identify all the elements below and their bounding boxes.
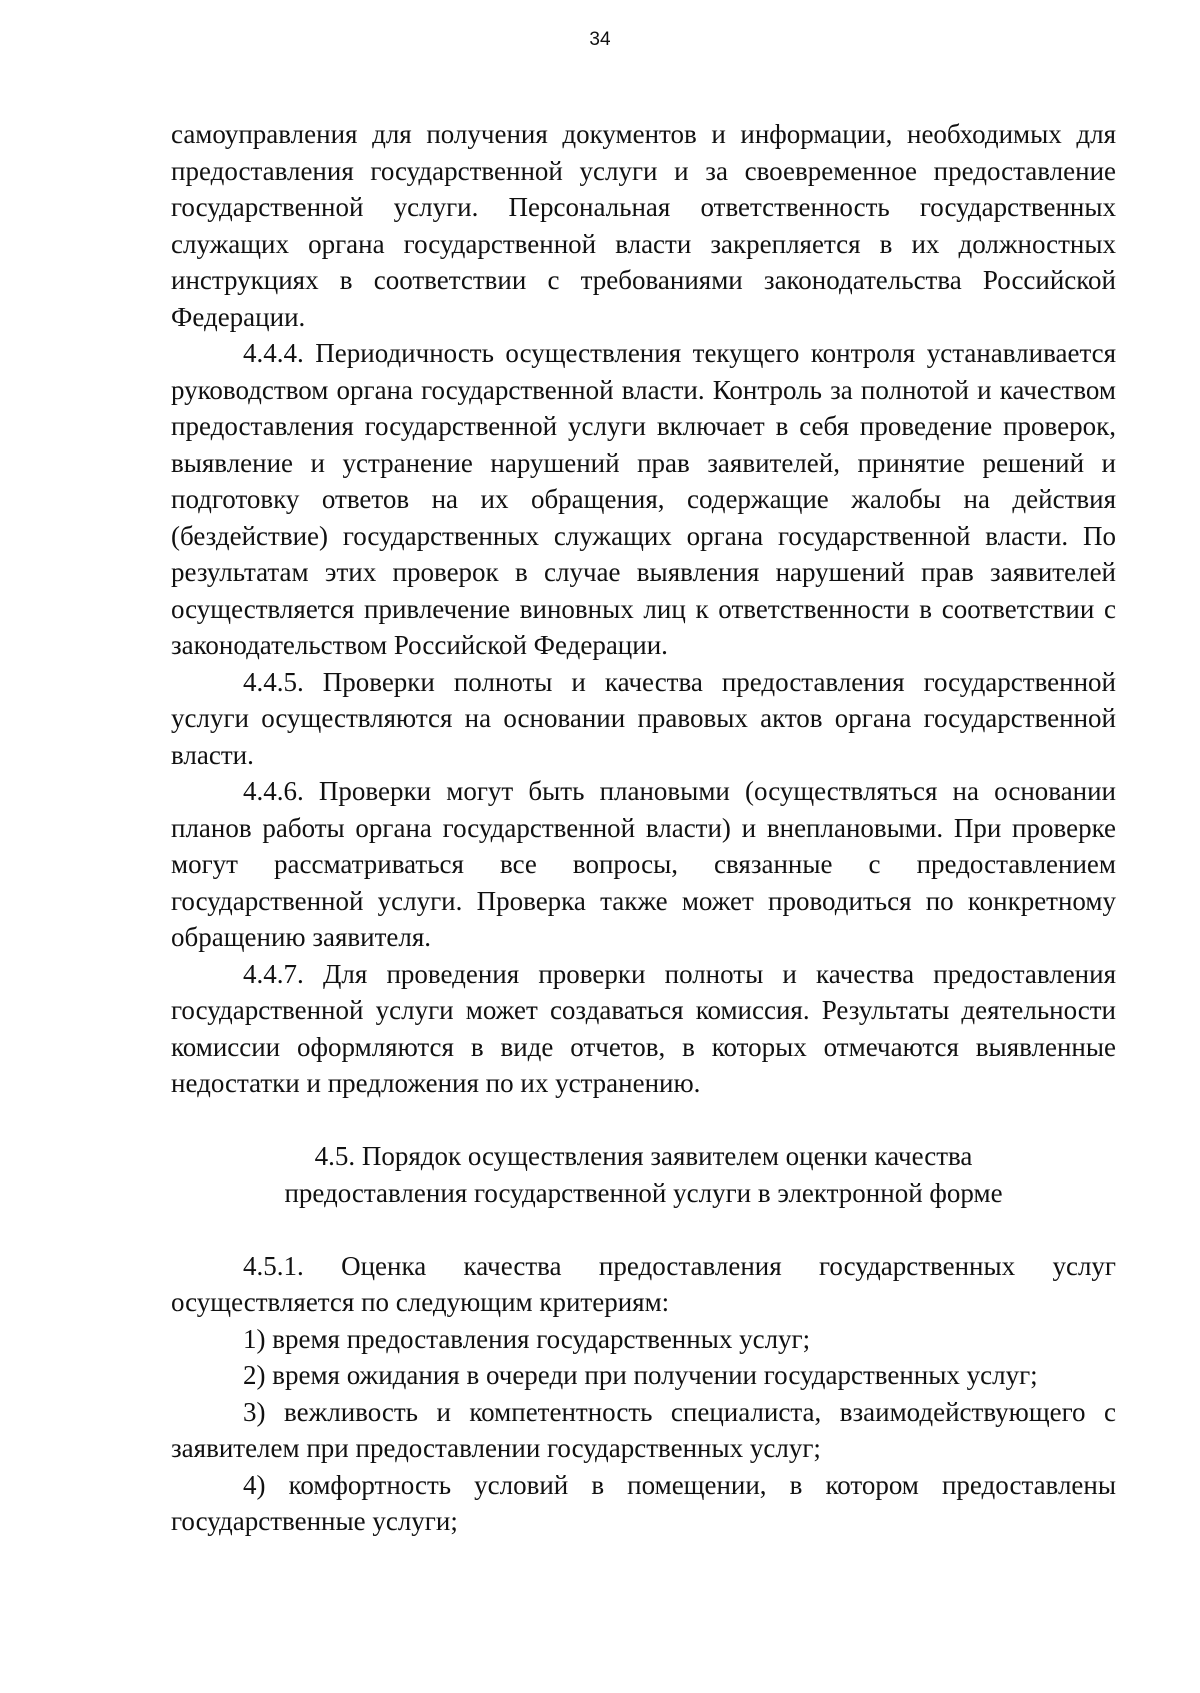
criteria-item-3: 3) вежливость и компетентность специалиста, взаимодействующего с заявителем при предоставлении государственных услуг; <box>171 1396 1116 1463</box>
paragraph-continuation: самоуправления для получения документов и информации, необходимых для предоставления государственной услуги и за своевременное предоставление государственной услуги. Персональная ответственность государственных служащих органа государственной власти закрепляется в их должностных инструкциях в соответствии с требованиями законодательства Российской Федерации. <box>171 119 1116 332</box>
paragraph-4-5-1: 4.5.1. Оценка качества предоставления государственных услуг осуществляется по следующим критериям: <box>171 1250 1116 1317</box>
section-heading-line-2: предоставления государственной услуги в электронной форме <box>284 1177 1003 1208</box>
criteria-item-1: 1) время предоставления государственных услуг; <box>243 1323 811 1354</box>
section-heading-line-1: 4.5. Порядок осуществления заявителем оценки качества <box>314 1140 973 1171</box>
paragraph-4-4-4: 4.4.4. Периодичность осуществления текущего контроля устанавливается руководством органа государственной власти. Контроль за полнотой и качеством предоставления государственной услуги включает в себя проведение проверок, выявление и устранение нарушений прав заявителей, принятие решений и подготовку ответов на их обращения, содержащие жалобы на действия (бездействие) государственных служащих органа государственной власти. По результатам этих проверок в случае выявления нарушений прав заявителей осуществляется привлечение виновных лиц к ответственности в соответствии с законодательством Российской Федерации. <box>171 338 1116 660</box>
paragraph-4-4-7: 4.4.7. Для проведения проверки полноты и качества предоставления государственной услуги может создаваться комиссия. Результаты деятельности комиссии оформляются в виде отчетов, в которых отмечаются выявленные недостатки и предложения по их устранению. <box>171 958 1116 1098</box>
section-heading-4-5 <box>171 1138 1116 1212</box>
paragraph-4-4-6: 4.4.6. Проверки могут быть плановыми (осуществляться на основании планов работы органа государственной власти) и внеплановыми. При проверке могут рассматриваться все вопросы, связанные с предоставлением государственной услуги. Проверка также может проводиться по конкретному обращению заявителя. <box>171 776 1116 952</box>
criteria-item-4: 4) комфортность условий в помещении, в котором предоставлены государственные услуги; <box>171 1469 1116 1536</box>
criteria-item-2: 2) время ожидания в очереди при получении государственных услуг; <box>243 1360 1038 1390</box>
document-body <box>171 116 1116 1540</box>
page-number: 34 <box>589 29 611 50</box>
paragraph-4-4-5: 4.4.5. Проверки полноты и качества предоставления государственной услуги осуществляются на основании правовых актов органа государственной власти. <box>171 666 1116 770</box>
